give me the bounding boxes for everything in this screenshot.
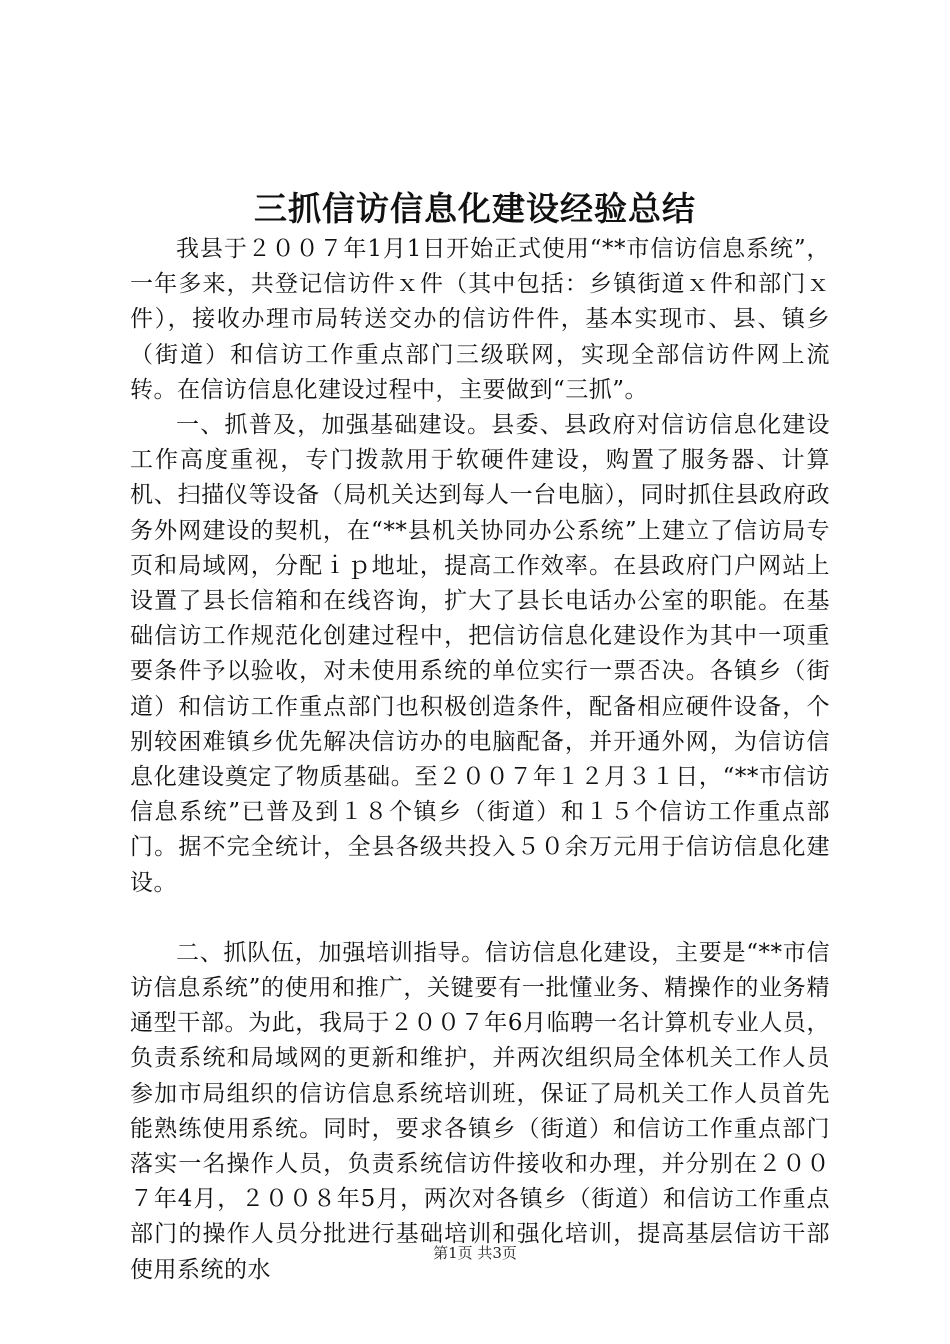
page-number-footer: 第1页 共3页 bbox=[433, 1244, 517, 1262]
document-body bbox=[130, 232, 830, 1288]
paragraph-intro: 我县于２００７年1月1日开始正式使用“**市信访信息系统”，一年多来，共登记信访件ｘ件（其中包括：乡镇街道ｘ件和部门ｘ件），接收办理市局转送交办的信访件件，基本实现市、县、镇乡（街道）和信访工作重点部门三级联网，实现全部信访件网上流转。在信访信息化建设过程中，主要做到“三抓”。 bbox=[130, 236, 830, 403]
paragraph-section-1: 一、抓普及，加强基础建设。县委、县政府对信访信息化建设工作高度重视，专门拨款用于软硬件建设，购置了服务器、计算机、扫描仪等设备（局机关达到每人一台电脑），同时抓住县政府政务外网建设的契机，在“**县机关协同办公系统”上建立了信访局专页和局域网，分配ｉｐ地址，提高工作效率。在县政府门户网站上设置了县长信箱和在线咨询，扩大了县长电话办公室的职能。在基础信访工作规范化创建过程中，把信访信息化建设作为其中一项重要条件予以验收，对未使用系统的单位实行一票否决。各镇乡（街道）和信访工作重点部门也积极创造条件，配备相应硬件设备，个别较困难镇乡优先解决信访办的电脑配备，并开通外网，为信访信息化建设奠定了物质基础。至２００７年１２月３１日，“**市信访信息系统”已普及到１８个镇乡（街道）和１５个信访工作重点部门。据不完全统计，全县各级共投入５０余万元用于信访信息化建设。 bbox=[130, 412, 830, 896]
document-title: 三抓信访信息化建设经验总结 bbox=[254, 189, 696, 228]
paragraph-section-2: 二、抓队伍，加强培训指导。信访信息化建设，主要是“**市信访信息系统”的使用和推广，关键要有一批懂业务、精操作的业务精通型干部。为此，我局于２００７年6月临聘一名计算机专业人员，负责系统和局域网的更新和维护，并两次组织局全体机关工作人员参加市局组织的信访信息系统培训班，保证了局机关工作人员首先能熟练使用系统。同时，要求各镇乡（街道）和信访工作重点部门落实一名操作人员，负责系统信访件接收和办理，并分别在２００７年4月，２００８年5月，两次对各镇乡（街道）和信访工作重点部门的操作人员分批进行基础培训和强化培训，提高基层信访干部使用系统的水 bbox=[130, 939, 830, 1283]
paragraph-spacer bbox=[130, 901, 830, 936]
